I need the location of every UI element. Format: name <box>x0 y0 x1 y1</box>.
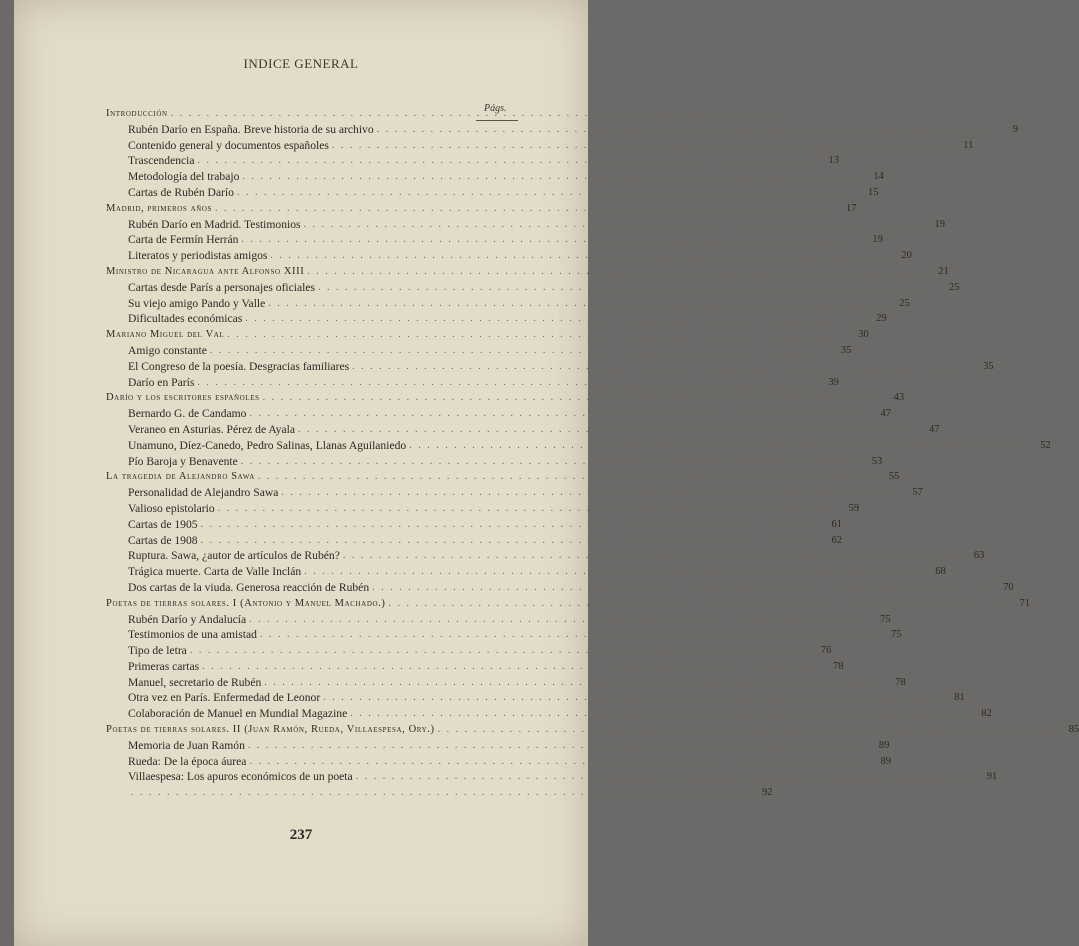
toc-entry-page: 53 <box>871 455 883 467</box>
toc-leader-dots <box>131 785 748 801</box>
toc-entry-title: Manuel, secretario de Rubén <box>128 675 262 689</box>
toc-leader-dots <box>281 485 898 501</box>
toc-leader-dots <box>245 311 862 327</box>
toc-entry-page: 21 <box>938 265 949 277</box>
toc-entry-page: 62 <box>831 534 843 546</box>
toc-entry <box>106 754 891 770</box>
toc-leader-dots <box>263 390 880 406</box>
toc-entry-title: Tipo de letra <box>128 644 187 658</box>
toc-entry-page: 52 <box>1040 439 1051 451</box>
toc-entry <box>106 169 884 185</box>
toc-leader-dots <box>438 722 1055 738</box>
toc-entry-page: 59 <box>848 502 860 514</box>
toc-section-entry <box>106 327 869 343</box>
toc-entry-page: 70 <box>1003 581 1014 593</box>
toc-entry-page: 19 <box>934 218 946 230</box>
toc-entry-title: Cartas de 1905 <box>128 517 198 531</box>
toc-entry-title: Primeras cartas <box>128 659 200 673</box>
toc-entry-title: Bernardo G. de Candamo <box>128 407 247 421</box>
toc-entry-page: 20 <box>901 250 912 262</box>
toc-entry-page: 47 <box>880 408 891 420</box>
toc-leader-dots <box>323 690 940 706</box>
toc-entry <box>106 217 946 233</box>
toc-leader-dots <box>350 706 967 722</box>
toc-entry-page: 25 <box>899 297 910 309</box>
toc-entry-title: Darío y los escritores españoles <box>106 392 260 404</box>
toc-entry-page: 85 <box>1068 724 1079 736</box>
toc-entry <box>106 738 890 754</box>
toc-entry-title: Cartas de 1908 <box>128 533 198 547</box>
toc-entry-page: 55 <box>888 471 900 483</box>
toc-entry-page: 15 <box>867 186 879 198</box>
toc-leader-dots <box>227 327 844 343</box>
toc-entry-title: Poetas de tierras solares. II (Juan Ramón, Rueda, Villaespesa, Ory.) <box>106 724 435 736</box>
toc-section-entry <box>106 469 900 485</box>
toc-section-entry <box>106 596 1030 612</box>
toc-entry <box>106 690 965 706</box>
toc-entry-title: El Congreso de la poesía. Desgracias familiares <box>128 359 350 373</box>
toc-leader-dots <box>270 248 887 264</box>
toc-entry-title: Testimonios de una amistad <box>128 628 257 642</box>
toc-leader-dots <box>171 106 788 122</box>
toc-entry-title: Ruptura. Sawa, ¿autor de artículos de Rubén? <box>128 549 340 563</box>
toc-leader-dots <box>201 517 818 533</box>
toc-entry-title: Amigo constante <box>128 343 207 357</box>
toc-leader-dots <box>248 738 865 754</box>
toc-leader-dots <box>307 264 924 280</box>
toc-leader-dots <box>409 438 1026 454</box>
toc-entry-title: Rubén Darío y Andalucía <box>128 612 247 626</box>
toc-entry-title: Cartas de Rubén Darío <box>128 185 234 199</box>
toc-entry-page: 81 <box>954 692 965 704</box>
toc-entry <box>106 296 910 312</box>
running-head: INDICE GENERAL <box>243 56 359 71</box>
toc-leader-dots <box>260 627 877 643</box>
toc-entry-title: Rueda: De la época áurea <box>128 754 247 768</box>
toc-entry-title: Carta de Fermín Herrán <box>128 233 239 247</box>
toc-entry <box>106 769 998 785</box>
toc-section-entry <box>106 106 526 122</box>
toc-entry-title: Metodología del trabajo <box>128 170 240 184</box>
toc-entry-page: 47 <box>928 423 940 435</box>
toc-entry-page: 35 <box>840 344 852 356</box>
toc-entry-page: 75 <box>880 613 891 625</box>
toc-leader-dots <box>249 612 866 628</box>
toc-leader-dots <box>210 343 827 359</box>
toc-entry-title: Pío Baroja y Benavente <box>128 454 238 468</box>
toc-entry <box>106 185 879 201</box>
toc-entry-page: 75 <box>890 629 902 641</box>
toc-entry <box>106 785 773 801</box>
toc-entry <box>106 675 906 691</box>
toc-entry-page: 29 <box>876 313 887 325</box>
toc-leader-dots <box>237 185 854 201</box>
toc-leader-dots <box>332 138 949 154</box>
toc-entry <box>106 406 891 422</box>
toc-entry-page: 76 <box>820 645 832 657</box>
toc-entry-title: Trágica muerte. Carta de Valle Inclán <box>128 565 302 579</box>
toc-entry-title: Memoria de Juan Ramón <box>128 738 245 752</box>
toc-entry <box>106 485 923 501</box>
toc-entry <box>106 533 843 549</box>
toc-entry-page: 19 <box>872 234 883 246</box>
table-of-contents <box>106 106 1079 801</box>
toc-entry-page: 89 <box>878 739 890 751</box>
toc-leader-dots <box>190 643 807 659</box>
toc-entry-title: La tragedia de Alejandro Sawa <box>106 471 255 483</box>
toc-leader-dots <box>249 754 866 770</box>
toc-entry-title: Villaespesa: Los apuros económicos de un poeta <box>128 770 353 784</box>
toc-leader-dots <box>198 153 815 169</box>
toc-entry-page: 92 <box>762 787 773 799</box>
toc-section-entry <box>106 722 1079 738</box>
toc-leader-dots <box>343 548 960 564</box>
toc-leader-dots <box>264 675 881 691</box>
toc-entry-page: 43 <box>893 392 905 404</box>
toc-leader-dots <box>249 406 866 422</box>
toc-entry <box>106 359 994 375</box>
toc-entry <box>106 659 844 675</box>
toc-entry <box>106 122 1019 138</box>
toc-entry-title: Poetas de tierras solares. I (Antonio y Manuel Machado.) <box>106 597 386 609</box>
toc-leader-dots <box>304 217 921 233</box>
toc-leader-dots <box>215 201 832 217</box>
toc-entry <box>106 643 832 659</box>
toc-entry-title: Trascendencia <box>128 154 195 168</box>
toc-leader-dots <box>241 232 858 248</box>
toc-entry-title: Literatos y periodistas amigos <box>128 249 268 263</box>
toc-entry <box>106 280 960 296</box>
toc-entry-title: Unamuno, Díez-Canedo, Pedro Salinas, Llanas Aguilaniedo <box>128 438 407 452</box>
toc-entry-page: 14 <box>873 171 884 183</box>
toc-leader-dots <box>258 469 875 485</box>
toc-entry-page: 71 <box>1019 597 1030 609</box>
toc-entry-page: 57 <box>912 487 923 499</box>
toc-entry-page: 89 <box>880 755 891 767</box>
toc-leader-dots <box>352 359 969 375</box>
toc-leader-dots <box>197 375 814 391</box>
toc-entry-page: 39 <box>828 376 839 388</box>
toc-entry-title: Otra vez en París. Enfermedad de Leonor <box>128 691 321 705</box>
toc-entry-page: 82 <box>981 708 992 720</box>
toc-leader-dots <box>304 564 921 580</box>
toc-entry <box>106 501 860 517</box>
toc-entry-title: Valioso epistolario <box>128 501 215 515</box>
toc-entry <box>106 564 946 580</box>
toc-leader-dots <box>201 533 818 549</box>
toc-leader-dots <box>377 122 994 138</box>
toc-entry-title: Rubén Darío en Madrid. Testimonios <box>128 217 301 231</box>
toc-leader-dots <box>356 769 973 785</box>
toc-section-entry <box>106 201 857 217</box>
toc-entry-page: 61 <box>831 518 843 530</box>
toc-entry-page: 25 <box>949 281 960 293</box>
toc-entry-title: Colaboración de Manuel en Mundial Magazine <box>128 707 348 721</box>
toc-leader-dots <box>241 454 858 470</box>
toc-entry <box>106 375 839 391</box>
toc-entry <box>106 138 974 154</box>
toc-entry-page: 63 <box>973 550 985 562</box>
toc-entry <box>106 627 902 643</box>
toc-entry-page: 11 <box>963 139 974 151</box>
toc-leader-dots <box>268 296 885 312</box>
toc-leader-dots <box>242 169 859 185</box>
toc-entry <box>106 580 1014 596</box>
toc-entry-title: Rubén Darío en España. Breve historia de su archivo <box>128 122 374 136</box>
toc-entry-page: 78 <box>895 676 906 688</box>
toc-entry-title: Mariano Miguel del Val <box>106 329 225 341</box>
toc-entry <box>106 454 883 470</box>
toc-leader-dots <box>372 580 989 596</box>
toc-entry-title: Dos cartas de la viuda. Generosa reacción de Rubén <box>128 580 370 594</box>
toc-entry <box>106 612 891 628</box>
toc-entry-page: 30 <box>858 329 869 341</box>
toc-leader-dots <box>218 501 835 517</box>
toc-entry-title: Madrid, primeros años <box>106 202 213 214</box>
page-column-label: Págs. <box>484 103 507 114</box>
toc-entry <box>106 248 912 264</box>
toc-leader-dots <box>298 422 915 438</box>
toc-entry <box>106 517 843 533</box>
toc-entry-page: 17 <box>846 202 857 214</box>
toc-entry-title: Personalidad de Alejandro Sawa <box>128 486 279 500</box>
toc-leader-dots <box>388 596 1005 612</box>
toc-entry <box>106 311 887 327</box>
toc-entry-title: Veraneo en Asturias. Pérez de Ayala <box>128 422 295 436</box>
toc-entry <box>106 153 840 169</box>
toc-entry-page: 35 <box>983 360 994 372</box>
toc-entry <box>106 422 940 438</box>
toc-entry <box>106 343 852 359</box>
toc-section-entry <box>106 390 905 406</box>
page-number: 237 <box>289 827 313 843</box>
toc-entry-title: Dificultades económicas <box>128 312 243 326</box>
toc-entry <box>106 706 992 722</box>
toc-entry-title: Su viejo amigo Pando y Valle <box>128 296 266 310</box>
toc-entry-title: Introducción <box>106 108 168 119</box>
toc-entry-page: 13 <box>828 155 840 167</box>
toc-entry <box>106 548 985 564</box>
toc-entry-page: 91 <box>986 771 998 783</box>
toc-entry <box>106 232 883 248</box>
toc-entry-title: Contenido general y documentos españoles <box>128 138 329 152</box>
toc-entry-title: Darío en París <box>128 375 195 389</box>
toc-entry <box>106 438 1051 454</box>
toc-entry-title: Ministro de Nicaragua ante Alfonso XIII <box>106 265 305 277</box>
toc-entry-page: 9 <box>1012 123 1019 135</box>
book-page <box>14 0 1079 946</box>
toc-entry-page: 78 <box>833 660 844 672</box>
toc-leader-dots <box>202 659 819 675</box>
toc-leader-dots <box>318 280 935 296</box>
toc-entry-page: 68 <box>935 566 946 578</box>
toc-entry-title: Cartas desde París a personajes oficiales <box>128 280 316 294</box>
toc-section-entry <box>106 264 949 280</box>
